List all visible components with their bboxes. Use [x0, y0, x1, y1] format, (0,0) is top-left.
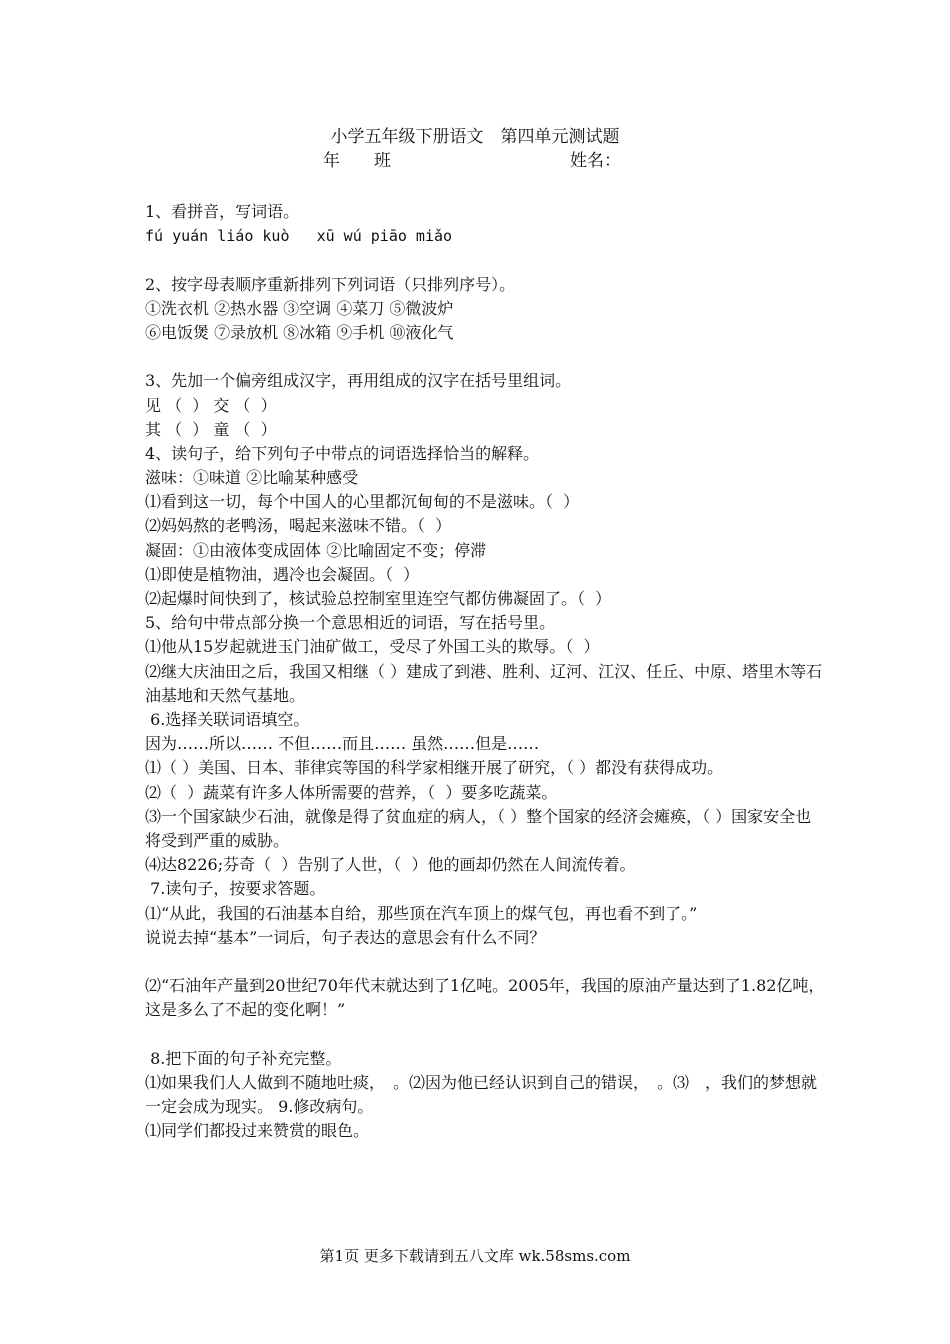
question-4-sentence-2: ⑵妈妈熬的老鸭汤，喝起来滋味不错。（ ）	[145, 516, 452, 536]
question-4-sentence-3: ⑴即使是植物油，遇冷也会凝固。（ ）	[145, 564, 420, 584]
question-6-sentence-4: ⑷达8226;芬奇（ ）告别了人世，（ ）他的画却仍然在人间流传着。	[145, 855, 636, 875]
question-6-title: 6.选择关联词语填空。	[145, 709, 310, 729]
question-2-title: 2、按字母表顺序重新排列下列词语（只排列序号）。	[145, 274, 516, 294]
question-8-sentences: ⑴如果我们人人做到不随地吐痰， 。⑵因为他已经认识到自己的错误， 。⑶ ，我们的梦想就一定会成为现实。 9.修改病句。	[145, 1072, 818, 1117]
question-4-title: 4、读句子，给下列句子中带点的词语选择恰当的解释。	[145, 443, 540, 463]
question-2-items-line-1: ①洗衣机 ②热水器 ③空调 ④菜刀 ⑤微波炉	[145, 298, 454, 318]
page-footer: 第1页 更多下载请到五八文库 wk.58sms.com	[319, 1247, 631, 1265]
question-4-sentence-1: ⑴看到这一切，每个中国人的心里都沉甸甸的不是滋味。（ ）	[145, 492, 580, 512]
question-6-sentence-2: ⑵（ ）蔬菜有许多人体所需要的营养，（ ）要多吃蔬菜。	[145, 782, 558, 802]
question-body	[145, 200, 825, 1143]
class-label: 年 班	[323, 151, 391, 171]
question-4-definition-2: 凝固：①由液体变成固体 ②比喻固定不变；停滞	[145, 540, 487, 560]
question-4-sentence-4: ⑵起爆时间快到了，核试验总控制室里连空气都仿佛凝固了。（ ）	[145, 589, 612, 608]
question-7-prompt: 说说去掉“基本”一词后，句子表达的意思会有什么不同？	[145, 927, 546, 947]
question-1-pinyin: fú yuán liáo kuò xū wú piāo miǎo	[145, 227, 453, 246]
question-6-options: 因为……所以…… 不但……而且…… 虽然……但是……	[145, 734, 540, 754]
question-5-sentence-1: ⑴他从15岁起就进玉门油矿做工，受尽了外国工头的欺辱。（ ）	[145, 637, 600, 657]
question-3-line-1: 见 （ ） 交 （ ）	[145, 395, 277, 415]
question-6-sentence-1: ⑴（ ）美国、日本、菲律宾等国的科学家相继开展了研究，（ ）都没有获得成功。	[145, 758, 724, 778]
question-2-items-line-2: ⑥电饭煲 ⑦录放机 ⑧冰箱 ⑨手机 ⑩液化气	[145, 322, 454, 342]
question-7-sentence-2: ⑵“石油年产量到20世纪70年代末就达到了1亿吨。2005年，我国的原油产量达到了1.82亿吨，这是多么了不起的变化啊！”	[145, 976, 825, 1020]
page-title: 小学五年级下册语文 第四单元测试题	[330, 127, 620, 147]
question-5-title: 5、给句中带点部分换一个意思相近的词语，写在括号里。	[145, 613, 556, 633]
question-6-sentence-3: ⑶一个国家缺少石油，就像是得了贫血症的病人，（ ）整个国家的经济会瘫痪，（ ）国家安全也将受到严重的威胁。	[145, 806, 812, 850]
question-7-title: 7.读句子，按要求答题。	[145, 879, 326, 899]
name-label: 姓名：	[570, 151, 621, 171]
question-8-title: 8.把下面的句子补充完整。	[145, 1048, 342, 1068]
question-1-title: 1、看拼音，写词语。	[145, 202, 300, 221]
question-5-sentence-2: ⑵继大庆油田之后，我国又相继（ ）建成了到港、胜利、辽河、江汉、任丘、中原、塔里木等石油基地和天然气基地。	[145, 661, 823, 705]
question-9-sentence-1: ⑴同学们都投过来赞赏的眼色。	[145, 1121, 370, 1141]
question-7-sentence-1: ⑴“从此，我国的石油基本自给，那些顶在汽车顶上的煤气包，再也看不到了。”	[145, 903, 698, 923]
question-4-definition-1: 滋味：①味道 ②比喻某种感受	[145, 468, 359, 488]
question-3-line-2: 其 （ ） 童 （ ）	[145, 419, 277, 439]
question-3-title: 3、先加一个偏旁组成汉字，再用组成的汉字在括号里组词。	[145, 371, 572, 391]
